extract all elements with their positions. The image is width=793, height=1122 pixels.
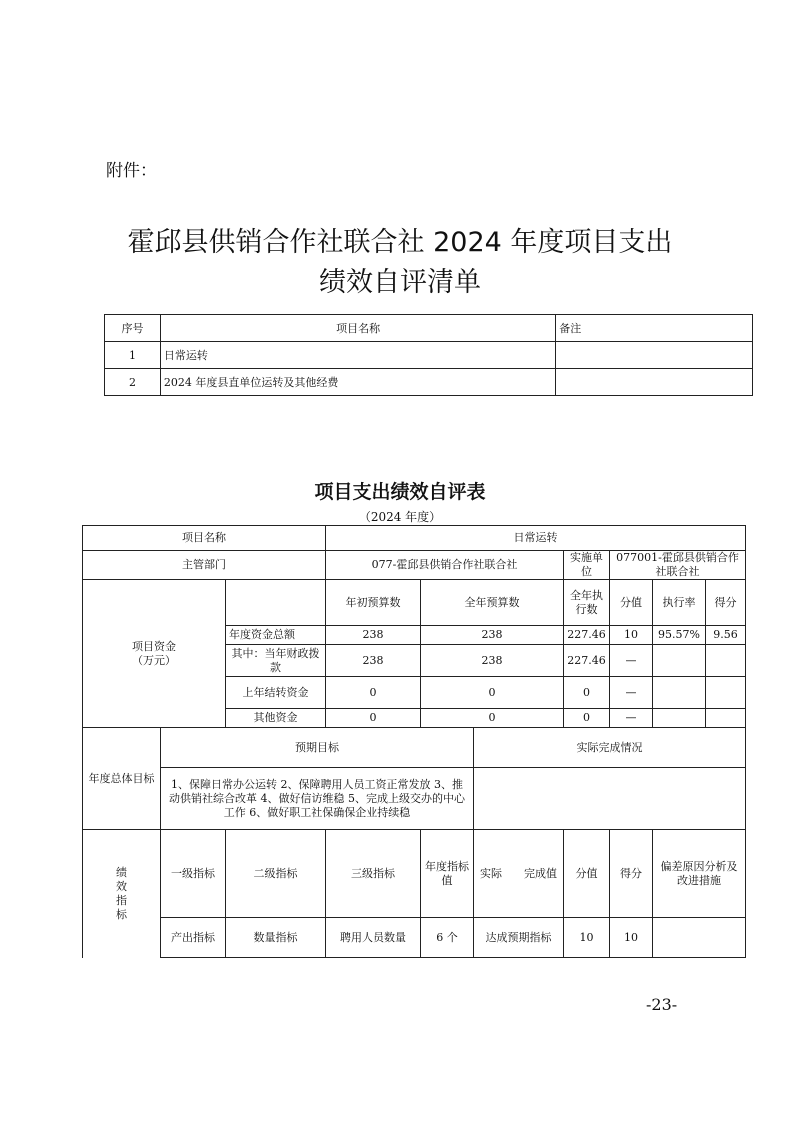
funds-cell (653, 645, 706, 677)
header-name: 项目名称 (160, 315, 555, 342)
row-name: 2024 年度县直单位运转及其他经费 (160, 369, 555, 396)
funds-cell (653, 677, 706, 709)
ind-cell: 聘用人员数量 (326, 918, 421, 958)
funds-label: 项目资金 （万元） (83, 580, 226, 728)
ind-cell: 产出指标 (161, 918, 226, 958)
funds-cell: 0 (326, 709, 421, 728)
ind-cell (653, 918, 746, 958)
funds-cell: — (610, 709, 653, 728)
actual-completion-label: 实际完成情况 (474, 728, 746, 768)
header-no: 序号 (105, 315, 161, 342)
ind-cell: 数量指标 (226, 918, 326, 958)
table-row (105, 369, 753, 396)
funds-cell: 0 (421, 677, 564, 709)
funds-cell: 95.57% (653, 626, 706, 645)
funds-cell: 0 (564, 709, 610, 728)
project-name-value: 日常运转 (326, 526, 746, 551)
actual-completion-text (474, 768, 746, 830)
ind-cell: 6 个 (421, 918, 474, 958)
page-number: -23- (646, 995, 678, 1014)
funds-cell: 227.46 (564, 626, 610, 645)
funds-cell: 238 (421, 626, 564, 645)
ind-header-l2: 二级指标 (226, 830, 326, 918)
dept-label: 主管部门 (83, 551, 326, 580)
table-row (105, 342, 753, 369)
ind-cell: 达成预期指标 (474, 918, 564, 958)
ind-header-actual: 实际 完成值 (474, 830, 564, 918)
header-note: 备注 (556, 315, 753, 342)
attachment-label: 附件： (106, 161, 157, 181)
ind-header-l3: 三级指标 (326, 830, 421, 918)
funds-row-label: 上年结转资金 (226, 677, 326, 709)
funds-cell: 238 (421, 645, 564, 677)
ind-header-target: 年度指标值 (421, 830, 474, 918)
dept-value: 077-霍邱县供销合作社联合社 (326, 551, 564, 580)
table-header-row (105, 315, 753, 342)
funds-row-label: 其中：当年财政拨款 (226, 645, 326, 677)
row-note (556, 369, 753, 396)
document-title-line-2: 绩效自评清单 (319, 267, 481, 298)
funds-row-label: 其他资金 (226, 709, 326, 728)
funds-cell: — (610, 677, 653, 709)
ind-cell: 10 (610, 918, 653, 958)
row-name: 日常运转 (160, 342, 555, 369)
funds-cell: 238 (326, 645, 421, 677)
funds-cell: 9.56 (706, 626, 746, 645)
goal-label: 年度总体目标 (83, 728, 161, 830)
ind-header-score-value: 分值 (564, 830, 610, 918)
funds-cell (706, 645, 746, 677)
project-list-table (104, 314, 753, 396)
funds-cell: 10 (610, 626, 653, 645)
funds-cell: 0 (564, 677, 610, 709)
funds-cell: 238 (326, 626, 421, 645)
funds-cell: 0 (326, 677, 421, 709)
funds-cell: — (610, 645, 653, 677)
impl-value: 077001-霍邱县供销合作社联合社 (610, 551, 746, 580)
ind-cell: 10 (564, 918, 610, 958)
funds-cell: 0 (421, 709, 564, 728)
row-no: 2 (105, 369, 161, 396)
ind-header-score: 得分 (610, 830, 653, 918)
funds-header-score-value: 分值 (610, 580, 653, 626)
expected-goal-label: 预期目标 (161, 728, 474, 768)
funds-cell (653, 709, 706, 728)
expected-goal-text: 1、保障日常办公运转 2、保障聘用人员工资正常发放 3、推动供销社综合改革 4、做好信访维稳 5、完成上级交办的中心工作 6、做好职工社保确保企业持续稳 (161, 768, 474, 830)
project-name-label: 项目名称 (83, 526, 326, 551)
indicator-label: 绩 效 指 标 (83, 830, 161, 958)
funds-header-rate: 执行率 (653, 580, 706, 626)
evaluation-table (82, 525, 746, 958)
impl-label: 实施单位 (564, 551, 610, 580)
document-title-line-1: 霍邱县供销合作社联合社 2024 年度项目支出 (127, 227, 673, 258)
funds-blank-header (226, 580, 326, 626)
row-note (556, 342, 753, 369)
funds-cell (706, 709, 746, 728)
funds-header-annual: 全年预算数 (421, 580, 564, 626)
row-no: 1 (105, 342, 161, 369)
funds-header-executed: 全年执行数 (564, 580, 610, 626)
eval-table-year: （2024 年度） (358, 510, 442, 524)
funds-header-initial: 年初预算数 (326, 580, 421, 626)
ind-header-l1: 一级指标 (161, 830, 226, 918)
eval-table-title: 项目支出绩效自评表 (314, 481, 486, 503)
ind-header-note: 偏差原因分析及改进措施 (653, 830, 746, 918)
funds-row-label: 年度资金总额 (226, 626, 326, 645)
funds-cell (706, 677, 746, 709)
funds-cell: 227.46 (564, 645, 610, 677)
funds-header-score: 得分 (706, 580, 746, 626)
